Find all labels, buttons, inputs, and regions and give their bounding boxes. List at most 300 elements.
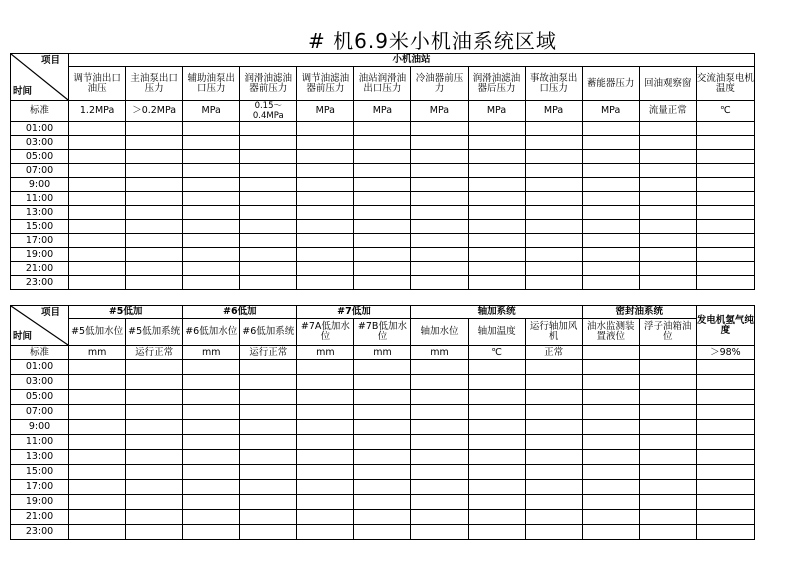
reading-cell[interactable] [297, 495, 354, 510]
reading-cell[interactable] [582, 220, 639, 234]
reading-cell[interactable] [183, 178, 240, 192]
reading-cell[interactable] [240, 405, 297, 420]
reading-cell[interactable] [468, 220, 525, 234]
reading-cell[interactable] [240, 178, 297, 192]
reading-cell[interactable] [582, 525, 639, 540]
reading-cell[interactable] [525, 262, 582, 276]
reading-cell[interactable] [354, 136, 411, 150]
reading-cell[interactable] [639, 136, 696, 150]
reading-cell[interactable] [297, 262, 354, 276]
reading-cell[interactable] [582, 276, 639, 290]
reading-cell[interactable] [525, 192, 582, 206]
reading-cell[interactable] [69, 480, 126, 495]
reading-cell[interactable] [582, 510, 639, 525]
reading-cell[interactable] [411, 234, 468, 248]
reading-cell[interactable] [696, 136, 754, 150]
reading-cell[interactable] [183, 136, 240, 150]
reading-cell[interactable] [468, 420, 525, 435]
reading-cell[interactable] [411, 122, 468, 136]
reading-cell[interactable] [468, 390, 525, 405]
reading-cell[interactable] [183, 390, 240, 405]
reading-cell[interactable] [69, 248, 126, 262]
reading-cell[interactable] [297, 276, 354, 290]
reading-cell[interactable] [582, 480, 639, 495]
reading-cell[interactable] [411, 495, 468, 510]
reading-cell[interactable] [240, 525, 297, 540]
reading-cell[interactable] [639, 206, 696, 220]
column-header: 调节油出口油压 [69, 67, 126, 101]
reading-cell[interactable] [354, 234, 411, 248]
reading-cell[interactable] [240, 136, 297, 150]
reading-cell[interactable] [411, 435, 468, 450]
reading-cell[interactable] [525, 465, 582, 480]
reading-cell[interactable] [411, 220, 468, 234]
reading-cell[interactable] [69, 206, 126, 220]
reading-cell[interactable] [297, 465, 354, 480]
reading-cell[interactable] [468, 435, 525, 450]
reading-cell[interactable] [696, 276, 754, 290]
reading-cell[interactable] [468, 136, 525, 150]
reading-cell[interactable] [525, 206, 582, 220]
reading-cell[interactable] [468, 360, 525, 375]
reading-cell[interactable] [297, 375, 354, 390]
reading-cell[interactable] [696, 510, 754, 525]
reading-cell[interactable] [696, 465, 754, 480]
reading-cell[interactable] [582, 164, 639, 178]
reading-cell[interactable] [297, 220, 354, 234]
reading-cell[interactable] [69, 510, 126, 525]
reading-cell[interactable] [582, 248, 639, 262]
reading-cell[interactable] [126, 206, 183, 220]
reading-cell[interactable] [297, 178, 354, 192]
reading-cell[interactable] [582, 420, 639, 435]
reading-cell[interactable] [354, 510, 411, 525]
reading-cell[interactable] [69, 122, 126, 136]
reading-cell[interactable] [354, 465, 411, 480]
reading-cell[interactable] [354, 420, 411, 435]
reading-cell[interactable] [354, 375, 411, 390]
reading-cell[interactable] [183, 375, 240, 390]
reading-cell[interactable] [696, 164, 754, 178]
reading-cell[interactable] [411, 150, 468, 164]
reading-cell[interactable] [525, 495, 582, 510]
reading-cell[interactable] [411, 390, 468, 405]
reading-cell[interactable] [240, 435, 297, 450]
reading-cell[interactable] [639, 178, 696, 192]
reading-cell[interactable] [696, 150, 754, 164]
reading-cell[interactable] [183, 495, 240, 510]
reading-cell[interactable] [354, 178, 411, 192]
reading-cell[interactable] [411, 510, 468, 525]
reading-cell[interactable] [240, 248, 297, 262]
reading-cell[interactable] [354, 220, 411, 234]
reading-cell[interactable] [183, 276, 240, 290]
reading-cell[interactable] [696, 525, 754, 540]
reading-cell[interactable] [468, 150, 525, 164]
reading-cell[interactable] [354, 192, 411, 206]
column-header: 润滑油滤油器后压力 [468, 67, 525, 101]
reading-cell[interactable] [582, 262, 639, 276]
reading-cell[interactable] [582, 150, 639, 164]
reading-cell[interactable] [69, 435, 126, 450]
reading-cell[interactable] [639, 465, 696, 480]
standard-value: 运行正常 [240, 346, 297, 360]
reading-cell[interactable] [183, 360, 240, 375]
reading-cell[interactable] [354, 164, 411, 178]
reading-cell[interactable] [126, 164, 183, 178]
reading-cell[interactable] [696, 234, 754, 248]
reading-cell[interactable] [240, 164, 297, 178]
reading-cell[interactable] [126, 420, 183, 435]
reading-cell[interactable] [354, 390, 411, 405]
reading-cell[interactable] [696, 220, 754, 234]
reading-cell[interactable] [582, 375, 639, 390]
reading-cell[interactable] [696, 375, 754, 390]
standard-label: 标准 [11, 346, 69, 360]
reading-cell[interactable] [240, 510, 297, 525]
reading-cell[interactable] [639, 360, 696, 375]
reading-cell[interactable] [297, 435, 354, 450]
reading-cell[interactable] [240, 150, 297, 164]
reading-cell[interactable] [183, 206, 240, 220]
reading-cell[interactable] [354, 435, 411, 450]
reading-cell[interactable] [411, 178, 468, 192]
reading-cell[interactable] [183, 192, 240, 206]
reading-cell[interactable] [126, 150, 183, 164]
reading-cell[interactable] [354, 276, 411, 290]
reading-cell[interactable] [69, 360, 126, 375]
reading-cell[interactable] [297, 405, 354, 420]
reading-cell[interactable] [411, 465, 468, 480]
reading-cell[interactable] [582, 122, 639, 136]
reading-cell[interactable] [183, 220, 240, 234]
reading-cell[interactable] [411, 276, 468, 290]
reading-cell[interactable] [183, 262, 240, 276]
reading-cell[interactable] [240, 465, 297, 480]
reading-cell[interactable] [468, 276, 525, 290]
reading-cell[interactable] [126, 390, 183, 405]
reading-cell[interactable] [69, 405, 126, 420]
reading-cell[interactable] [525, 136, 582, 150]
reading-cell[interactable] [639, 510, 696, 525]
reading-cell[interactable] [240, 276, 297, 290]
reading-cell[interactable] [696, 360, 754, 375]
reading-cell[interactable] [126, 525, 183, 540]
reading-cell[interactable] [639, 234, 696, 248]
reading-cell[interactable] [411, 192, 468, 206]
reading-cell[interactable] [297, 234, 354, 248]
reading-cell[interactable] [69, 150, 126, 164]
reading-cell[interactable] [468, 206, 525, 220]
reading-cell[interactable] [126, 276, 183, 290]
reading-cell[interactable] [126, 234, 183, 248]
reading-cell[interactable] [525, 525, 582, 540]
reading-cell[interactable] [696, 262, 754, 276]
reading-cell[interactable] [183, 525, 240, 540]
reading-cell[interactable] [240, 480, 297, 495]
reading-cell[interactable] [240, 206, 297, 220]
reading-cell[interactable] [468, 450, 525, 465]
reading-cell[interactable] [696, 450, 754, 465]
reading-cell[interactable] [297, 206, 354, 220]
reading-cell[interactable] [183, 405, 240, 420]
reading-cell[interactable] [639, 435, 696, 450]
reading-cell[interactable] [525, 276, 582, 290]
reading-cell[interactable] [411, 420, 468, 435]
reading-cell[interactable] [582, 234, 639, 248]
reading-cell[interactable] [582, 405, 639, 420]
reading-cell[interactable] [582, 450, 639, 465]
reading-cell[interactable] [69, 136, 126, 150]
reading-cell[interactable] [183, 435, 240, 450]
reading-cell[interactable] [411, 405, 468, 420]
reading-cell[interactable] [240, 220, 297, 234]
reading-cell[interactable] [468, 495, 525, 510]
reading-cell[interactable] [297, 122, 354, 136]
reading-cell[interactable] [354, 405, 411, 420]
reading-cell[interactable] [468, 262, 525, 276]
reading-cell[interactable] [354, 122, 411, 136]
reading-cell[interactable] [354, 495, 411, 510]
reading-cell[interactable] [126, 136, 183, 150]
reading-cell[interactable] [297, 525, 354, 540]
reading-cell[interactable] [183, 122, 240, 136]
reading-cell[interactable] [240, 450, 297, 465]
reading-cell[interactable] [639, 262, 696, 276]
reading-cell[interactable] [468, 192, 525, 206]
reading-cell[interactable] [582, 465, 639, 480]
reading-cell[interactable] [696, 480, 754, 495]
reading-cell[interactable] [639, 164, 696, 178]
reading-cell[interactable] [468, 405, 525, 420]
reading-cell[interactable] [411, 164, 468, 178]
reading-cell[interactable] [525, 450, 582, 465]
reading-cell[interactable] [582, 495, 639, 510]
reading-cell[interactable] [297, 360, 354, 375]
reading-cell[interactable] [183, 234, 240, 248]
reading-cell[interactable] [297, 164, 354, 178]
reading-cell[interactable] [468, 122, 525, 136]
reading-cell[interactable] [69, 525, 126, 540]
reading-cell[interactable] [696, 178, 754, 192]
reading-cell[interactable] [183, 510, 240, 525]
reading-cell[interactable] [525, 360, 582, 375]
reading-cell[interactable] [69, 420, 126, 435]
reading-cell[interactable] [525, 164, 582, 178]
reading-cell[interactable] [525, 122, 582, 136]
reading-cell[interactable] [696, 122, 754, 136]
reading-cell[interactable] [126, 220, 183, 234]
reading-cell[interactable] [354, 360, 411, 375]
reading-cell[interactable] [525, 405, 582, 420]
reading-cell[interactable] [126, 262, 183, 276]
reading-cell[interactable] [297, 510, 354, 525]
reading-cell[interactable] [696, 192, 754, 206]
reading-cell[interactable] [354, 206, 411, 220]
column-header: #5低加系统 [126, 319, 183, 346]
reading-cell[interactable] [411, 360, 468, 375]
reading-cell[interactable] [411, 375, 468, 390]
reading-cell[interactable] [69, 495, 126, 510]
reading-cell[interactable] [639, 375, 696, 390]
reading-cell[interactable] [696, 405, 754, 420]
reading-cell[interactable] [126, 450, 183, 465]
reading-cell[interactable] [183, 480, 240, 495]
reading-cell[interactable] [354, 150, 411, 164]
reading-cell[interactable] [696, 206, 754, 220]
reading-cell[interactable] [126, 510, 183, 525]
reading-cell[interactable] [126, 360, 183, 375]
reading-cell[interactable] [183, 420, 240, 435]
reading-cell[interactable] [69, 220, 126, 234]
reading-cell[interactable] [525, 480, 582, 495]
reading-cell[interactable] [126, 405, 183, 420]
reading-cell[interactable] [183, 164, 240, 178]
reading-cell[interactable] [696, 248, 754, 262]
reading-cell[interactable] [639, 480, 696, 495]
reading-cell[interactable] [525, 150, 582, 164]
reading-cell[interactable] [69, 375, 126, 390]
standard-value: 流量正常 [639, 101, 696, 122]
reading-cell[interactable] [468, 375, 525, 390]
reading-cell[interactable] [525, 375, 582, 390]
reading-cell[interactable] [639, 276, 696, 290]
reading-cell[interactable] [297, 420, 354, 435]
reading-cell[interactable] [183, 465, 240, 480]
reading-cell[interactable] [69, 262, 126, 276]
reading-cell[interactable] [639, 420, 696, 435]
reading-cell[interactable] [639, 192, 696, 206]
reading-cell[interactable] [582, 435, 639, 450]
reading-cell[interactable] [468, 234, 525, 248]
reading-cell[interactable] [240, 262, 297, 276]
reading-cell[interactable] [297, 150, 354, 164]
reading-cell[interactable] [639, 450, 696, 465]
reading-cell[interactable] [639, 150, 696, 164]
reading-cell[interactable] [525, 435, 582, 450]
reading-cell[interactable] [468, 164, 525, 178]
reading-cell[interactable] [468, 178, 525, 192]
reading-cell[interactable] [639, 220, 696, 234]
reading-cell[interactable] [582, 360, 639, 375]
reading-cell[interactable] [297, 192, 354, 206]
table-row [11, 220, 755, 234]
reading-cell[interactable] [126, 192, 183, 206]
reading-cell[interactable] [411, 248, 468, 262]
reading-cell[interactable] [639, 405, 696, 420]
reading-cell[interactable] [411, 525, 468, 540]
reading-cell[interactable] [639, 390, 696, 405]
reading-cell[interactable] [582, 206, 639, 220]
reading-cell[interactable] [240, 122, 297, 136]
reading-cell[interactable] [240, 375, 297, 390]
reading-cell[interactable] [69, 178, 126, 192]
reading-cell[interactable] [582, 192, 639, 206]
reading-cell[interactable] [696, 420, 754, 435]
reading-cell[interactable] [354, 480, 411, 495]
reading-cell[interactable] [297, 390, 354, 405]
reading-cell[interactable] [354, 262, 411, 276]
reading-cell[interactable] [411, 262, 468, 276]
reading-cell[interactable] [69, 390, 126, 405]
reading-cell[interactable] [126, 248, 183, 262]
reading-cell[interactable] [411, 450, 468, 465]
reading-cell[interactable] [69, 276, 126, 290]
reading-cell[interactable] [354, 525, 411, 540]
reading-cell[interactable] [69, 450, 126, 465]
reading-cell[interactable] [525, 220, 582, 234]
reading-cell[interactable] [468, 465, 525, 480]
reading-cell[interactable] [639, 495, 696, 510]
reading-cell[interactable] [183, 150, 240, 164]
reading-cell[interactable] [468, 510, 525, 525]
reading-cell[interactable] [69, 164, 126, 178]
reading-cell[interactable] [582, 178, 639, 192]
reading-cell[interactable] [126, 122, 183, 136]
reading-cell[interactable] [240, 390, 297, 405]
reading-cell[interactable] [639, 248, 696, 262]
column-header: 冷油器前压力 [411, 67, 468, 101]
reading-cell[interactable] [525, 420, 582, 435]
reading-cell[interactable] [354, 450, 411, 465]
time-cell: 07:00 [11, 164, 69, 178]
reading-cell[interactable] [468, 480, 525, 495]
column-header: #7B低加水位 [354, 319, 411, 346]
reading-cell[interactable] [183, 248, 240, 262]
reading-cell[interactable] [411, 136, 468, 150]
reading-cell[interactable] [69, 465, 126, 480]
reading-cell[interactable] [639, 525, 696, 540]
reading-cell[interactable] [240, 495, 297, 510]
reading-cell[interactable] [411, 206, 468, 220]
reading-cell[interactable] [468, 525, 525, 540]
reading-cell[interactable] [126, 465, 183, 480]
reading-cell[interactable] [639, 122, 696, 136]
reading-cell[interactable] [240, 360, 297, 375]
time-cell: 13:00 [11, 206, 69, 220]
reading-cell[interactable] [297, 248, 354, 262]
reading-cell[interactable] [582, 136, 639, 150]
reading-cell[interactable] [525, 178, 582, 192]
reading-cell[interactable] [240, 234, 297, 248]
reading-cell[interactable] [126, 375, 183, 390]
reading-cell[interactable] [525, 510, 582, 525]
reading-cell[interactable] [297, 136, 354, 150]
reading-cell[interactable] [69, 234, 126, 248]
reading-cell[interactable] [411, 480, 468, 495]
reading-cell[interactable] [297, 450, 354, 465]
reading-cell[interactable] [525, 390, 582, 405]
reading-cell[interactable] [126, 495, 183, 510]
reading-cell[interactable] [126, 480, 183, 495]
reading-cell[interactable] [183, 450, 240, 465]
reading-cell[interactable] [582, 390, 639, 405]
reading-cell[interactable] [126, 435, 183, 450]
reading-cell[interactable] [696, 495, 754, 510]
reading-cell[interactable] [696, 435, 754, 450]
reading-cell[interactable] [525, 234, 582, 248]
reading-cell[interactable] [297, 480, 354, 495]
table-row [11, 450, 755, 465]
reading-cell[interactable] [525, 248, 582, 262]
reading-cell[interactable] [240, 420, 297, 435]
reading-cell[interactable] [696, 390, 754, 405]
reading-cell[interactable] [354, 248, 411, 262]
reading-cell[interactable] [468, 248, 525, 262]
reading-cell[interactable] [69, 192, 126, 206]
reading-cell[interactable] [126, 178, 183, 192]
reading-cell[interactable] [240, 192, 297, 206]
